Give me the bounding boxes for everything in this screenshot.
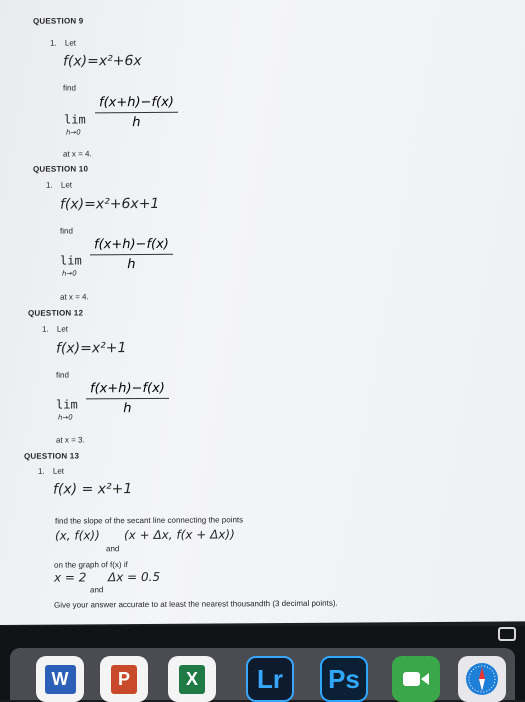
item-number: 1. (42, 324, 49, 334)
question-13-dx-value: Δx = 0.5 (108, 569, 161, 585)
let-label: Let (52, 466, 65, 476)
question-10-at: at x = 4. (60, 292, 89, 302)
question-13-item-number (38, 467, 64, 476)
photoshop-app-icon[interactable] (320, 656, 368, 702)
item-number: 1. (50, 38, 57, 48)
photoshop-label: Ps (328, 663, 360, 694)
screen-mirroring-icon[interactable] (498, 627, 516, 641)
question-12-find: find (56, 370, 69, 380)
powerpoint-app-icon[interactable] (100, 656, 148, 702)
fraction-bar (86, 398, 169, 400)
lightroom-label: Lr (257, 663, 283, 694)
question-13-instruction: find the slope of the secant line connecting the points (55, 515, 244, 526)
question-9-heading: QUESTION 9 (33, 16, 84, 26)
let-label: Let (56, 324, 69, 334)
question-9-function: f(x)=x²+6x (63, 53, 142, 70)
question-9-lim: lim (64, 112, 86, 127)
numerator: f(x+h)−f(x) (90, 380, 165, 397)
word-label: W (45, 665, 76, 694)
fraction-bar (90, 254, 173, 256)
denominator: h (127, 257, 136, 273)
denominator: h (132, 115, 141, 131)
question-9-lim-sub: h→0 (66, 128, 81, 137)
question-13-on-graph: on the graph of f(x) if (54, 560, 128, 570)
question-9-find: find (63, 83, 76, 93)
compass-icon (464, 661, 500, 697)
question-13-function: f(x) = x²+1 (53, 481, 133, 498)
question-10-heading: QUESTION 10 (33, 164, 89, 174)
word-app-icon[interactable] (36, 656, 84, 702)
let-label: Let (64, 38, 77, 48)
question-13-x-value: x = 2 (54, 570, 87, 585)
question-13-point-1: (x, f(x)) (55, 528, 100, 543)
question-9-difference-quotient (95, 95, 178, 131)
numerator: f(x+h)−f(x) (94, 236, 169, 253)
question-12-difference-quotient (86, 381, 169, 417)
question-9-at: at x = 4. (63, 149, 92, 159)
facetime-app-icon[interactable] (392, 656, 440, 702)
question-10-item-number (46, 180, 72, 189)
powerpoint-label: P (111, 665, 137, 694)
excel-app-icon[interactable] (168, 656, 216, 702)
question-13-and-2: and (90, 585, 104, 595)
camera-icon (402, 670, 430, 688)
question-12-lim-sub: h→0 (58, 413, 73, 422)
question-12-lim: lim (56, 397, 78, 412)
let-label: Let (60, 180, 73, 190)
question-13-and-1: and (106, 544, 120, 554)
lightroom-app-icon[interactable] (246, 656, 294, 702)
safari-app-icon[interactable] (458, 656, 506, 702)
question-10-function: f(x)=x²+6x+1 (60, 195, 160, 213)
question-12-at: at x = 3. (56, 435, 85, 445)
denominator: h (123, 401, 132, 417)
numerator: f(x+h)−f(x) (99, 94, 174, 111)
item-number: 1. (38, 466, 45, 476)
question-13-point-2: (x + Δx, f(x + Δx)) (124, 527, 235, 543)
excel-label: X (179, 665, 205, 694)
question-10-find: find (60, 226, 73, 236)
question-9-item-number (50, 38, 76, 47)
fraction-bar (95, 112, 178, 114)
question-13-accuracy-note: Give your answer accurate to at least the nearest thousandth (3 decimal points). (54, 598, 338, 610)
question-10-difference-quotient (90, 237, 173, 273)
question-10-lim-sub: h→0 (62, 269, 77, 278)
question-10-lim: lim (60, 253, 82, 268)
question-13-heading: QUESTION 13 (24, 451, 80, 461)
item-number: 1. (46, 180, 53, 190)
question-12-function: f(x)=x²+1 (56, 340, 127, 357)
question-12-heading: QUESTION 12 (28, 308, 84, 318)
question-12-item-number (42, 325, 68, 334)
